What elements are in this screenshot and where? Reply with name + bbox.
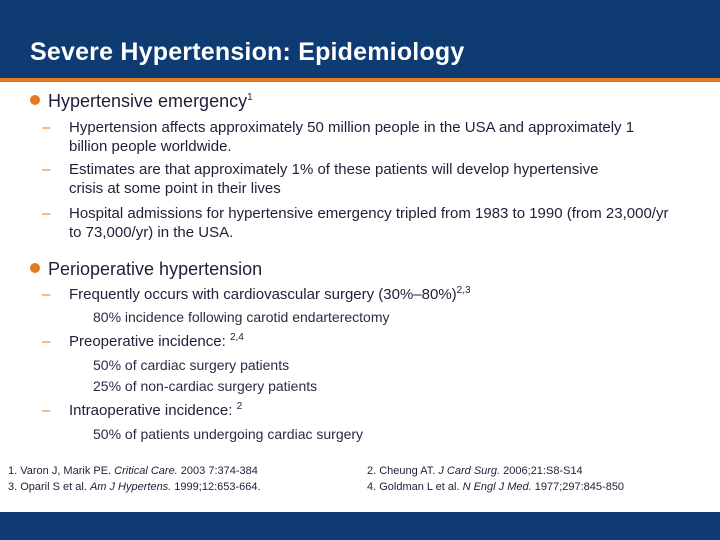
sub-bullet-crisis-estimate [42,160,632,198]
sub-bullet-admissions [42,204,672,242]
reference-item: 4. Goldman L et al. N Engl J Med. 1977;297:845-850 [367,481,625,493]
references-left [8,463,261,495]
dash-marker: – [42,161,51,178]
dash-marker: – [42,205,51,222]
sub-bullet-intraoperative [42,401,442,420]
citation-superscript: 2,4 [229,332,244,343]
bullet-dot-icon [30,263,40,273]
citation-superscript: 1 [247,92,253,103]
dash-marker: – [42,402,51,419]
sub-bullet-cardiovascular-surgery [42,285,682,304]
dash-marker: – [42,119,51,136]
detail-carotid: 80% incidence following carotid endarterectomy [93,309,390,325]
dash-marker: – [42,286,51,303]
bullet-dot-icon [30,95,40,105]
slide-title: Severe Hypertension: Epidemiology [30,38,465,66]
reference-item: 1. Varon J, Marik PE. Critical Care. 2003 7:374-384 [8,465,258,477]
footer-bar [0,512,720,540]
sub-bullet-text: Preoperative incidence: [69,333,230,350]
sub-bullet-prevalence [42,118,642,156]
sub-bullet-text: Hypertension affects approximately 50 million people in the USA and approximately 1 billion people worldwide. [69,119,635,155]
bullet-hypertensive-emergency [30,91,253,112]
sub-bullet-text: Intraoperative incidence: [69,402,237,419]
reference-item: 2. Cheung AT. J Card Surg. 2006;21:S8-S14 [367,465,583,477]
detail-cardiac-patients: 50% of patients undergoing cardiac surgery [93,426,364,442]
bullet-label: Perioperative hypertension [48,259,263,279]
title-underline [0,78,720,82]
bullet-label: Hypertensive emergency [48,91,248,111]
citation-superscript: 2 [236,401,243,412]
sub-bullet-text: Estimates are that approximately 1% of these patients will develop hypertensive crisis at some point in their lives [69,161,599,197]
citation-superscript: 2,3 [456,285,471,296]
sub-bullet-text: Hospital admissions for hypertensive emergency tripled from 1983 to 1990 (from 23,000/yr to 73,000/yr) in the USA. [69,205,669,241]
detail-non-cardiac-surgery: 25% of non-cardiac surgery patients [93,378,318,394]
dash-marker: – [42,333,51,350]
sub-bullet-preoperative [42,332,442,351]
reference-item: 3. Oparil S et al. Am J Hypertens. 1999;12:653-664. [8,481,261,493]
detail-cardiac-surgery: 50% of cardiac surgery patients [93,357,290,373]
bullet-perioperative-hypertension [30,259,262,280]
references-right [367,463,624,495]
title-bar [0,0,720,78]
sub-bullet-text: Frequently occurs with cardiovascular surgery (30%–80%) [69,286,457,303]
